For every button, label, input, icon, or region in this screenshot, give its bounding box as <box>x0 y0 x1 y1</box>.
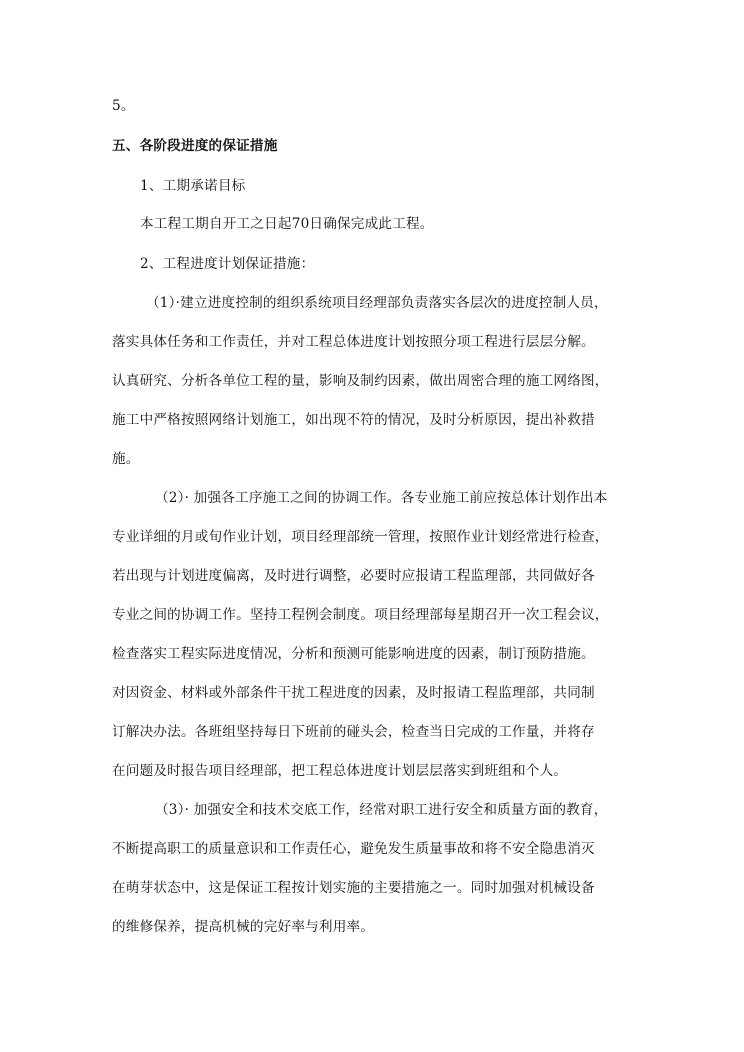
paragraph-line: 检查落实工程实际进度情况，分析和预测可能影响进度的因素，制订预防措施。 <box>112 646 595 662</box>
paragraph-line: （2）· 加强各工序施工之间的协调工作。各专业施工前应按总体计划作出本 <box>155 490 608 506</box>
subheading-1: 1、工期承诺目标 <box>140 178 246 194</box>
paragraph-line: 的维修保养，提高机械的完好率与利用率。 <box>112 919 375 935</box>
paragraph-line: 专业详细的月或旬作业计划，项目经理部统一管理，按照作业计划经常进行检查， <box>112 529 609 545</box>
paragraph-line: 专业之间的协调工作。坚持工程例会制度。项目经理部每星期召开一次工程会议， <box>112 607 609 623</box>
paragraph-line: 认真研究、分析各单位工程的量，影响及制约因素，做出周密合理的施工网络图， <box>112 373 609 389</box>
paragraph-line: 落实具体任务和工作责任，并对工程总体进度计划按照分项工程进行层层分解。 <box>112 334 595 350</box>
subheading-2: 2、工程进度计划保证措施： <box>140 256 315 272</box>
paragraph-line: 在问题及时报告项目经理部，把工程总体进度计划层层落实到班组和个人。 <box>112 763 568 779</box>
paragraph-line: 施工中严格按照网络计划施工，如出现不符的情况，及时分析原因，提出补救措 <box>112 412 595 428</box>
section-heading: 五、各阶段进度的保证措施 <box>112 138 278 154</box>
paragraph-line: 若出现与计划进度偏离，及时进行调整，必要时应报请工程监理部，共同做好各 <box>112 568 595 584</box>
page-number-text: 5。 <box>112 98 135 114</box>
paragraph-line: （1）·建立进度控制的组织系统项目经理部负责落实各层次的进度控制人员， <box>146 295 608 311</box>
paragraph-line: 在萌芽状态中，这是保证工程按计划实施的主要措施之一。同时加强对机械设备 <box>112 880 595 896</box>
paragraph-line: 对因资金、材料或外部条件干扰工程进度的因素，及时报请工程监理部，共同制 <box>112 685 595 701</box>
paragraph-line: 订解决办法。各班组坚持每日下班前的碰头会，检查当日完成的工作量，并将存 <box>112 724 595 740</box>
paragraph-line: 本工程工期自开工之日起70日确保完成此工程。 <box>140 216 434 232</box>
paragraph-line: 施。 <box>112 451 140 467</box>
paragraph-line: 不断提高职工的质量意识和工作责任心，避免发生质量事故和将不安全隐患消灭 <box>112 841 595 857</box>
paragraph-line: （3）· 加强安全和技术交底工作，经常对职工进行安全和质量方面的教育， <box>155 802 608 818</box>
